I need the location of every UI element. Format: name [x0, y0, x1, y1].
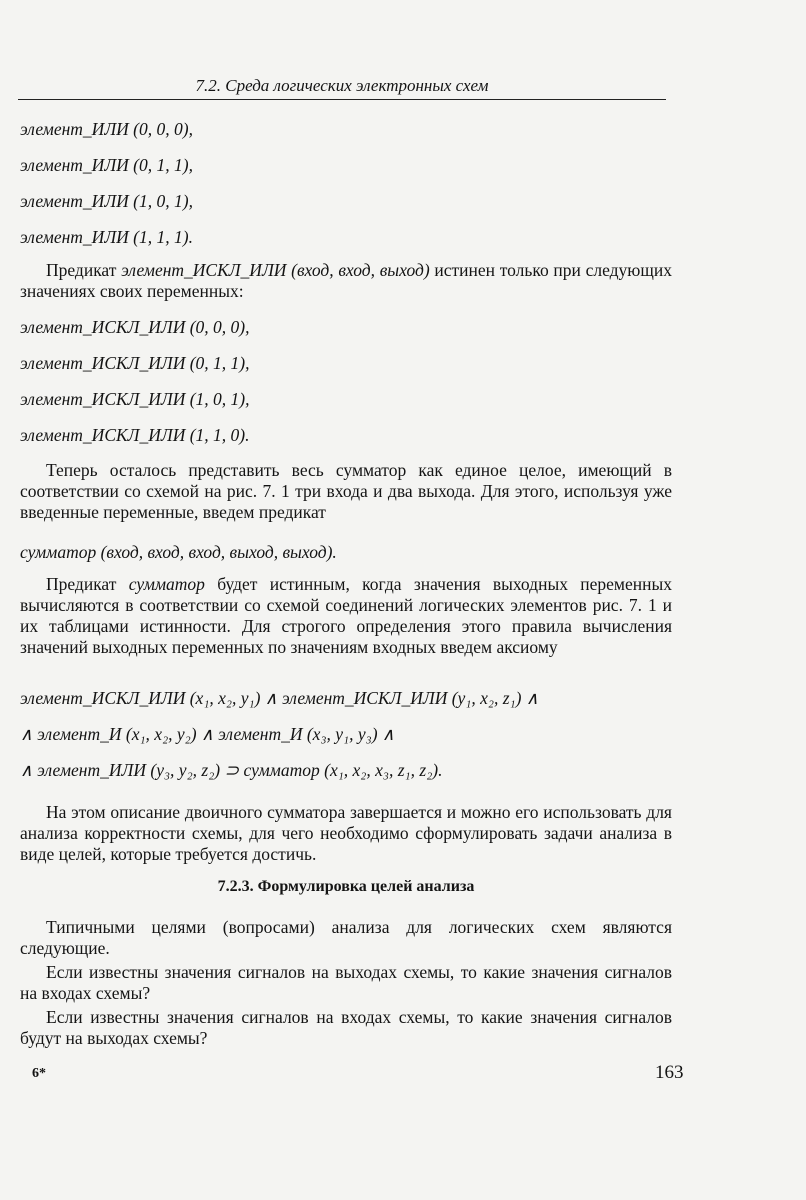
paragraph-adder-summary: На этом описание двоичного сумматора завершается и можно его использовать для анализа корректности схемы, для чего необходимо сформулировать задачи анализа в виде целей, которые требуется достичь.: [20, 802, 672, 864]
or-line-4: элемент_ИЛИ (1, 1, 1).: [20, 227, 193, 247]
adder-predicate-line: сумматор (вход, вход, вход, выход, выход).: [20, 542, 337, 562]
section-title: 7.2.3. Формулировка целей анализа: [217, 878, 475, 895]
xor-line-2: элемент_ИСКЛ_ИЛИ (0, 1, 1),: [20, 353, 250, 373]
paragraph-xor-predicate: Предикат элемент_ИСКЛ_ИЛИ (вход, вход, выход) истинен только при следующих значениях своих переменных:: [20, 260, 672, 301]
page-number: 163: [655, 1062, 684, 1083]
xor-line-4: элемент_ИСКЛ_ИЛИ (1, 1, 0).: [20, 425, 250, 445]
or-line-1: элемент_ИЛИ (0, 0, 0),: [20, 119, 193, 139]
paragraph-adder-intro: Теперь осталось представить весь сумматор как единое целое, имеющий в соответствии со схемой на рис. 7. 1 три входа и два выхода. Для этого, используя уже введенные переменные, введем предикат: [20, 460, 672, 522]
xor-line-3: элемент_ИСКЛ_ИЛИ (1, 0, 1),: [20, 389, 250, 409]
axiom-line-1: элемент_ИСКЛ_ИЛИ (x₁, x₂, y₁) ∧ элемент_ИСКЛ_ИЛИ (y₁, x₂, z₁) ∧: [20, 688, 539, 708]
paragraph-goal-2: Если известны значения сигналов на входах схемы, то какие значения сигналов будут на выходах схемы?: [20, 1007, 672, 1048]
xor-line-1: элемент_ИСКЛ_ИЛИ (0, 0, 0),: [20, 317, 250, 337]
paragraph-goal-1: Если известны значения сигналов на выходах схемы, то какие значения сигналов на входах схемы?: [20, 962, 672, 1003]
axiom-line-3: ∧ элемент_ИЛИ (y₃, y₂, z₂) ⊃ сумматор (x₁, x₂, x₃, z₁, z₂).: [20, 760, 443, 780]
or-line-2: элемент_ИЛИ (0, 1, 1),: [20, 155, 193, 175]
axiom-line-2: ∧ элемент_И (x₁, x₂, y₂) ∧ элемент_И (x₃, y₁, y₃) ∧: [20, 724, 395, 744]
signature-mark: 6*: [32, 1066, 46, 1081]
or-line-3: элемент_ИЛИ (1, 0, 1),: [20, 191, 193, 211]
paragraph-adder-axiom: Предикат сумматор будет истинным, когда значения выходных переменных вычисляются в соответствии со схемой соединений логических элементов рис. 7. 1 и их таблицами истинности. Для строгого определения этого правила вычисления значений выходных переменных по значениям входных введем аксиому: [20, 574, 672, 657]
running-header: 7.2. Среда логических электронных схем: [18, 76, 666, 100]
paragraph-goals-intro: Типичными целями (вопросами) анализа для логических схем являются следующие.: [20, 917, 672, 958]
